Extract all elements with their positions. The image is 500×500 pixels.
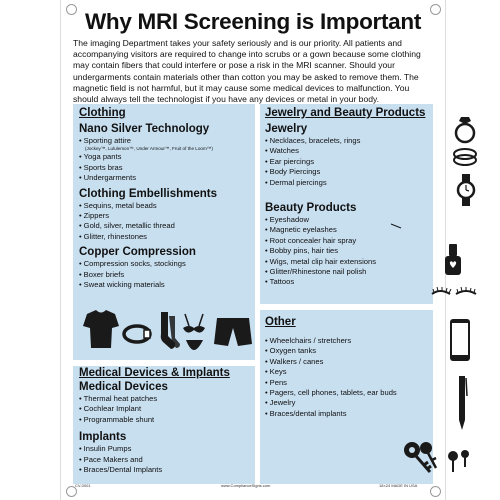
list-item: • Boxer briefs xyxy=(79,270,251,280)
list-item: • Jewelry xyxy=(265,398,430,408)
list-item: • Gold, silver, metallic thread xyxy=(79,221,251,231)
watch-icon xyxy=(456,174,476,206)
list-item: • Undergarments xyxy=(79,173,251,183)
ring-icon xyxy=(452,114,478,144)
mounting-hole xyxy=(430,486,441,497)
list-item: • Ear piercings xyxy=(265,157,430,167)
intro-paragraph: The imaging Department takes your safety seriously and is our priority. All patients and accompanying visitors are required to change into scrubs or a gown because some clothing may contain fibers that could interfere or pose a risk in the MRI scanner. Should your undergarments contain materials other than cotton you may be asked to remove them. The magnetic field is not harmful, but it may cause some medical devices to malfunction. You should always tell the technologist if you have any devices or metal in your body. xyxy=(73,38,421,105)
list-item: • Sports bras xyxy=(79,163,251,173)
jewelry-heading: Jewelry xyxy=(265,123,308,135)
clothing-panel xyxy=(73,104,255,360)
list-item: • Glitter, rhinestones xyxy=(79,232,251,242)
list-item: • Body Piercings xyxy=(265,167,430,177)
list-item: • Braces/Dental Implants xyxy=(79,465,251,475)
bobby-pin-icon xyxy=(390,222,402,232)
shorts-icon xyxy=(214,318,252,346)
beauty-list xyxy=(265,215,430,288)
other-list xyxy=(265,336,430,419)
list-item: • Walkers / canes xyxy=(265,357,430,367)
list-item: • Compression socks, stockings xyxy=(79,259,251,269)
list-item: • Wheelchairs / stretchers xyxy=(265,336,430,346)
list-item: • Keys xyxy=(265,367,430,377)
bracelet-icon xyxy=(452,146,478,168)
list-item: • Watches xyxy=(265,146,430,156)
list-item: • Glitter/Rhinestone nail polish xyxy=(265,267,430,277)
clothing-title: Clothing xyxy=(79,107,126,119)
list-item: • Sequins, metal beads xyxy=(79,201,251,211)
other-panel xyxy=(260,310,433,484)
implants-list xyxy=(79,444,251,475)
nano-heading: Nano Silver Technology xyxy=(79,123,210,135)
devices-list xyxy=(79,394,251,425)
footer-right: 18×24 MADE IN USA xyxy=(379,483,418,488)
list-item: • Pagers, cell phones, tablets, ear buds xyxy=(265,388,430,398)
jewelry-panel xyxy=(260,104,433,304)
copper-list xyxy=(79,259,251,290)
list-item: • Zippers xyxy=(79,211,251,221)
list-item: • Tattoos xyxy=(265,277,430,287)
pen-icon xyxy=(455,374,469,432)
list-item: • Cochlear Implant xyxy=(79,404,251,414)
sign-board xyxy=(60,0,446,500)
list-item: • Programmable shunt xyxy=(79,415,251,425)
footer-center: www.ComplianceSigns.com xyxy=(221,483,271,488)
medical-panel xyxy=(73,366,255,484)
nano-list xyxy=(79,136,251,146)
nano-brands: (Jockey™, Lululemon™, Under Armour™, Fruit of the Loom™) xyxy=(85,146,213,152)
page-title: Why MRI Screening is Important xyxy=(84,9,422,34)
medical-title: Medical Devices & Implants xyxy=(79,367,230,379)
list-item: • Sporting attire xyxy=(79,136,251,146)
jewelry-title: Jewelry and Beauty Products xyxy=(265,107,426,119)
other-title: Other xyxy=(265,316,296,328)
keys-icon xyxy=(400,438,442,476)
footer-left: CV-0001 xyxy=(75,483,91,488)
devices-heading: Medical Devices xyxy=(79,381,168,393)
sock-icon xyxy=(161,312,180,349)
list-item: • Pace Makers and xyxy=(79,455,251,465)
eyelashes-icon xyxy=(430,286,478,298)
cell-phone-icon xyxy=(449,318,471,362)
list-item: • Root concealer hair spray xyxy=(265,236,430,246)
nano-list-cont xyxy=(79,152,251,183)
jewelry-list xyxy=(265,136,430,188)
list-item: • Yoga pants xyxy=(79,152,251,162)
list-item: • Magnetic eyelashes xyxy=(265,225,430,235)
beauty-heading: Beauty Products xyxy=(265,202,357,215)
list-item: • Dermal piercings xyxy=(265,178,430,188)
copper-heading: Copper Compression xyxy=(79,246,196,259)
tshirt-icon xyxy=(83,310,119,348)
nail-polish-icon xyxy=(444,244,462,276)
list-item: • Insulin Pumps xyxy=(79,444,251,454)
implants-heading: Implants xyxy=(79,431,127,444)
clothing-icons xyxy=(79,308,253,354)
list-item: • Eyeshadow xyxy=(265,215,430,225)
list-item: • Necklaces, bracelets, rings xyxy=(265,136,430,146)
bra-icon xyxy=(183,314,205,350)
list-item: • Thermal heat patches xyxy=(79,394,251,404)
list-item: • Wigs, metal clip hair extensions xyxy=(265,257,430,267)
list-item: • Oxygen tanks xyxy=(265,346,430,356)
belt-icon xyxy=(124,326,150,342)
embellish-heading: Clothing Embellishments xyxy=(79,187,218,200)
list-item: • Bobby pins, hair ties xyxy=(265,246,430,256)
embellish-list xyxy=(79,201,251,243)
list-item: • Pens xyxy=(265,378,430,388)
earbuds-icon xyxy=(446,448,472,474)
list-item: • Sweat wicking materials xyxy=(79,280,251,290)
list-item: • Braces/dental implants xyxy=(265,409,430,419)
